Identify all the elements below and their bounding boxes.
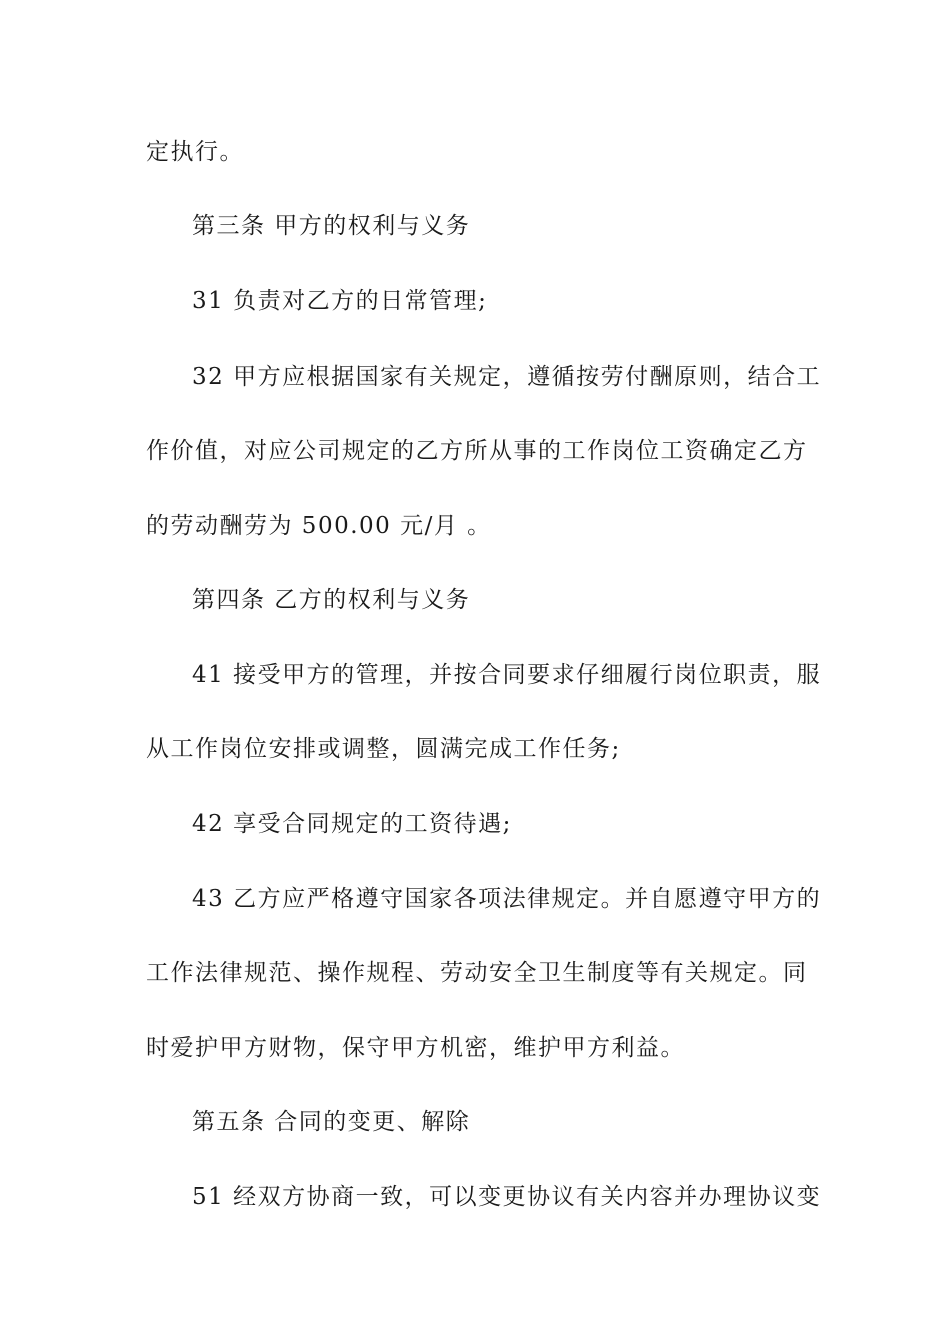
article-heading-5: 第五条 合同的变更、解除	[192, 1109, 471, 1135]
clause-3-2-line-2: 作价值，对应公司规定的乙方所从事的工作岗位工资确定乙方	[146, 438, 808, 464]
text-line-continuation: 定执行。	[146, 139, 244, 165]
clause-3-1: 31 负责对乙方的日常管理;	[192, 288, 488, 314]
article-heading-3: 第三条 甲方的权利与义务	[192, 213, 471, 239]
clause-4-1-line-2: 从工作岗位安排或调整，圆满完成工作任务;	[146, 736, 621, 762]
clause-3-2-line-1: 32 甲方应根据国家有关规定，遵循按劳付酬原则，结合工	[192, 364, 822, 390]
clause-5-1-line-1: 51 经双方协商一致，可以变更协议有关内容并办理协议变	[192, 1184, 822, 1210]
article-heading-4: 第四条 乙方的权利与义务	[192, 587, 471, 613]
clause-4-3-line-1: 43 乙方应严格遵守国家各项法律规定。并自愿遵守甲方的	[192, 886, 822, 912]
clause-4-3-line-3: 时爱护甲方财物，保守甲方机密，维护甲方利益。	[146, 1035, 685, 1061]
clause-4-3-line-2: 工作法律规范、操作规程、劳动安全卫生制度等有关规定。同	[146, 960, 808, 986]
clause-4-1-line-1: 41 接受甲方的管理，并按合同要求仔细履行岗位职责，服	[192, 662, 822, 688]
clause-4-2: 42 享受合同规定的工资待遇;	[192, 811, 512, 837]
clause-3-2-line-3: 的劳动酬劳为 500.00 元/月 。	[146, 513, 492, 539]
